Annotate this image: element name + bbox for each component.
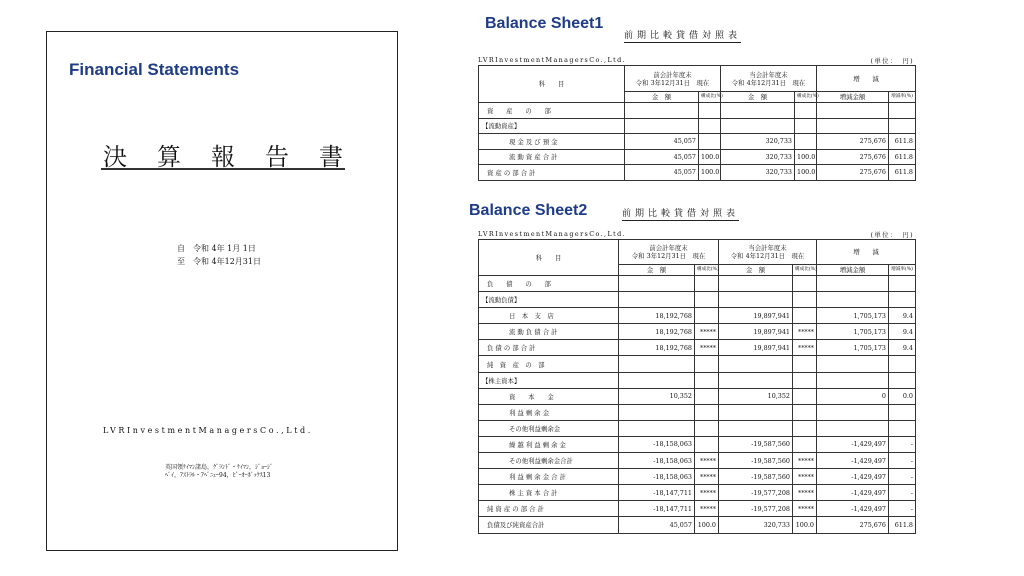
account-cell: 利 益 剰 余 金 [479,404,619,420]
value-cell [695,276,719,292]
value-cell: 275,676 [817,517,889,533]
value-cell [695,388,719,404]
value-cell: -18,158,063 [619,453,695,469]
col-amount: 金 額 [625,92,699,103]
value-cell: 320,733 [719,517,793,533]
account-cell: 負 債 の 部 合 計 [479,340,619,356]
col-change-rate: 増減率(%) [889,265,916,276]
value-cell: -18,158,063 [619,469,695,485]
value-cell: 0 [817,388,889,404]
value-cell: 18,192,768 [619,340,695,356]
table-row [479,453,916,469]
cover-company: LVRInvestmentManagersCo.,Ltd. [103,426,313,435]
table-row [479,420,916,436]
table-row [479,340,916,356]
sheet1-unit: (単位： 円) [870,57,914,65]
value-cell: 45,057 [625,149,699,165]
col-ratio: 構成比(%) [795,92,817,103]
value-cell: -19,577,208 [719,501,793,517]
table-row [479,276,916,292]
value-cell [719,404,793,420]
col-amount: 金 額 [619,265,695,276]
col-current [719,240,817,265]
account-cell: 純 資 産 の 部 [479,356,619,372]
address-line: 英国領ｹｲﾏﾝ諸島，ｸﾞﾗﾝﾄﾞ・ｹｲﾏﾝ，ｼﾞｮｰｼﾞ [165,464,274,471]
sheet2-meta [478,230,914,239]
value-cell: 100.0 [699,165,721,181]
col-change-amount: 増減金額 [817,265,889,276]
table-row [479,469,916,485]
col-change-rate: 増減率(%) [889,92,916,103]
sheet1-subtitle: 前期比較貸借対照表 [624,28,741,43]
period-from: 自 令和 4年 1月 1日 [177,244,256,253]
cover-page [46,31,398,551]
value-cell: 9.4 [889,324,916,340]
prior-date-label: 令和 3年12月31日 現在 [631,252,706,260]
value-cell: 45,057 [625,134,699,150]
account-cell: 資 本 金 [479,388,619,404]
value-cell [793,276,817,292]
table-row [479,485,916,501]
account-cell: 純 資 産 の 部 合 計 [479,501,619,517]
value-cell [699,103,721,119]
value-cell: ***** [793,453,817,469]
value-cell [793,404,817,420]
col-prior [619,240,719,265]
cover-title [103,137,343,172]
cover-title-char: 告 [265,143,289,171]
value-cell [889,372,916,388]
sheet1-heading: Balance Sheet1 [485,15,604,32]
table-row [479,356,916,372]
value-cell: 275,676 [817,149,889,165]
col-ratio: 構成比(%) [793,265,817,276]
account-cell: 負債及び純資産合計 [479,517,619,533]
col-change: 増 減 [817,240,916,265]
value-cell: 18,192,768 [619,308,695,324]
value-cell [619,372,695,388]
col-account: 科 目 [479,240,619,276]
value-cell [695,308,719,324]
account-cell: 流 動 資 産 合 計 [479,149,625,165]
value-cell: 100.0 [695,517,719,533]
current-date-label: 令和 4年12月31日 現在 [731,78,806,87]
value-cell: 100.0 [793,517,817,533]
value-cell [619,420,695,436]
value-cell: 9.4 [889,308,916,324]
value-cell: 18,192,768 [619,324,695,340]
value-cell: 320,733 [721,149,795,165]
value-cell: -19,587,560 [719,469,793,485]
table-row [479,103,916,119]
value-cell [817,118,889,134]
account-cell: 【株主資本】 [479,372,619,388]
value-cell [719,372,793,388]
value-cell: - [889,469,916,485]
value-cell [795,134,817,150]
table-row [479,372,916,388]
prior-date-label: 令和 3年12月31日 現在 [635,78,710,87]
value-cell: 611.8 [889,134,916,150]
sheet2-unit: (単位： 円) [870,231,914,239]
value-cell: 611.8 [889,149,916,165]
cover-title-char: 算 [157,143,181,171]
value-cell: 100.0 [795,165,817,181]
value-cell [619,276,695,292]
col-prior [625,66,721,92]
current-period-label: 当会計年度末 [749,70,788,79]
cover-title-char: 書 [319,143,343,171]
value-cell [795,103,817,119]
value-cell: -1,429,497 [817,436,889,452]
value-cell: -1,429,497 [817,469,889,485]
table-row [479,308,916,324]
value-cell [793,436,817,452]
cover-title-char: 決 [103,143,127,171]
value-cell: 1,705,173 [817,308,889,324]
cover-address [165,464,315,480]
table-row [479,149,916,165]
col-current [721,66,817,92]
value-cell: 1,705,173 [817,340,889,356]
value-cell: 100.0 [699,149,721,165]
account-cell: 資 産 の 部 [479,103,625,119]
value-cell: 45,057 [619,517,695,533]
value-cell: 0.0 [889,388,916,404]
value-cell: 275,676 [817,165,889,181]
value-cell: -18,158,063 [619,436,695,452]
value-cell: ***** [695,501,719,517]
sheet1-meta [478,56,914,65]
value-cell [619,404,695,420]
value-cell [817,356,889,372]
account-cell: 繰 越 利 益 剰 余 金 [479,436,619,452]
table-row [479,404,916,420]
value-cell: 611.8 [889,517,916,533]
value-cell [889,404,916,420]
value-cell [721,103,795,119]
value-cell: -19,577,208 [719,485,793,501]
table-row [479,134,916,150]
value-cell [817,372,889,388]
value-cell [793,292,817,308]
prior-period-label: 前会計年度末 [649,244,688,252]
value-cell: 45,057 [625,165,699,181]
value-cell: -19,587,560 [719,453,793,469]
value-cell: 10,352 [619,388,695,404]
sheet2-heading: Balance Sheet2 [469,202,588,219]
value-cell [719,356,793,372]
value-cell: ***** [793,501,817,517]
table-row [479,436,916,452]
value-cell [695,356,719,372]
value-cell [817,292,889,308]
value-cell [695,292,719,308]
value-cell: -19,587,560 [719,436,793,452]
value-cell [889,356,916,372]
value-cell: -18,147,711 [619,485,695,501]
value-cell [795,118,817,134]
value-cell [889,420,916,436]
value-cell [793,356,817,372]
sheet2-table [478,239,916,534]
value-cell [889,276,916,292]
value-cell: 611.8 [889,165,916,181]
table-row [479,118,916,134]
value-cell [817,420,889,436]
value-cell [695,436,719,452]
value-cell: - [889,436,916,452]
cover-label: Financial Statements [69,60,240,79]
cover-title-char: 報 [211,143,235,171]
value-cell: ***** [793,485,817,501]
value-cell [699,134,721,150]
value-cell [721,118,795,134]
value-cell: ***** [695,469,719,485]
cover-period [177,242,261,268]
cover-title-underline [101,168,345,170]
table-row [479,324,916,340]
table-row [479,517,916,533]
value-cell: ***** [695,324,719,340]
value-cell: ***** [695,340,719,356]
account-cell: 株 主 資 本 合 計 [479,485,619,501]
value-cell: 19,897,941 [719,308,793,324]
value-cell [889,103,916,119]
value-cell [817,276,889,292]
value-cell [619,292,695,308]
value-cell [793,308,817,324]
value-cell [793,372,817,388]
value-cell [793,388,817,404]
sheet2-subtitle: 前期比較貸借対照表 [622,206,739,221]
value-cell [889,292,916,308]
value-cell [625,118,699,134]
value-cell: ***** [695,485,719,501]
current-date-label: 令和 4年12月31日 現在 [730,252,805,260]
value-cell: -18,147,711 [619,501,695,517]
period-to: 至 令和 4年12月31日 [177,257,261,266]
col-amount: 金 額 [721,92,795,103]
col-change-amount: 増減金額 [817,92,889,103]
value-cell [719,276,793,292]
table-row [479,165,916,181]
value-cell: - [889,485,916,501]
value-cell [817,404,889,420]
value-cell [719,420,793,436]
value-cell [793,420,817,436]
table-row [479,388,916,404]
table-row [479,501,916,517]
account-cell: 日 本 支 店 [479,308,619,324]
current-period-label: 当会計年度末 [748,244,787,252]
account-cell: 利 益 剰 余 金 合 計 [479,469,619,485]
col-ratio: 構成比(%) [699,92,721,103]
value-cell: 100.0 [795,149,817,165]
value-cell: -1,429,497 [817,453,889,469]
value-cell [889,118,916,134]
col-account: 科 目 [479,66,625,103]
account-cell: 資 産 の 部 合 計 [479,165,625,181]
value-cell: ***** [793,324,817,340]
sheet2-company: LVRInvestmentManagersCo.,Ltd. [478,230,627,238]
value-cell: 19,897,941 [719,324,793,340]
account-cell: 流 動 負 債 合 計 [479,324,619,340]
address-line: ﾍﾞｲ，ｱｽﾄﾗﾙ・ｱﾍﾞﾆｭｰ94，ﾋﾟｰｵｰﾎﾞｯｸｽ13 [165,472,271,479]
account-cell: 【流動負債】 [479,292,619,308]
value-cell: -1,429,497 [817,501,889,517]
value-cell [695,420,719,436]
col-change: 増 減 [817,66,916,92]
value-cell: 320,733 [721,165,795,181]
value-cell [699,118,721,134]
value-cell: - [889,501,916,517]
account-cell: 現 金 及 び 預 金 [479,134,625,150]
value-cell: 275,676 [817,134,889,150]
sheet1-table [478,65,916,181]
table-row [479,292,916,308]
account-cell: その他利益剰余金 [479,420,619,436]
prior-period-label: 前会計年度末 [653,70,692,79]
value-cell: ***** [793,340,817,356]
account-cell: 負 債 の 部 [479,276,619,292]
account-cell: 【流動資産】 [479,118,625,134]
value-cell [625,103,699,119]
value-cell: 1,705,173 [817,324,889,340]
value-cell [619,356,695,372]
value-cell: ***** [793,469,817,485]
value-cell: 320,733 [721,134,795,150]
value-cell: -1,429,497 [817,485,889,501]
value-cell [719,292,793,308]
value-cell: - [889,453,916,469]
col-ratio: 構成比(%) [695,265,719,276]
value-cell: ***** [695,453,719,469]
value-cell [695,372,719,388]
value-cell: 10,352 [719,388,793,404]
value-cell: 9.4 [889,340,916,356]
value-cell [695,404,719,420]
value-cell [817,103,889,119]
sheet1-company: LVRInvestmentManagersCo.,Ltd. [478,56,627,64]
value-cell: 19,897,941 [719,340,793,356]
account-cell: その他利益剰余金合計 [479,453,619,469]
col-amount: 金 額 [719,265,793,276]
